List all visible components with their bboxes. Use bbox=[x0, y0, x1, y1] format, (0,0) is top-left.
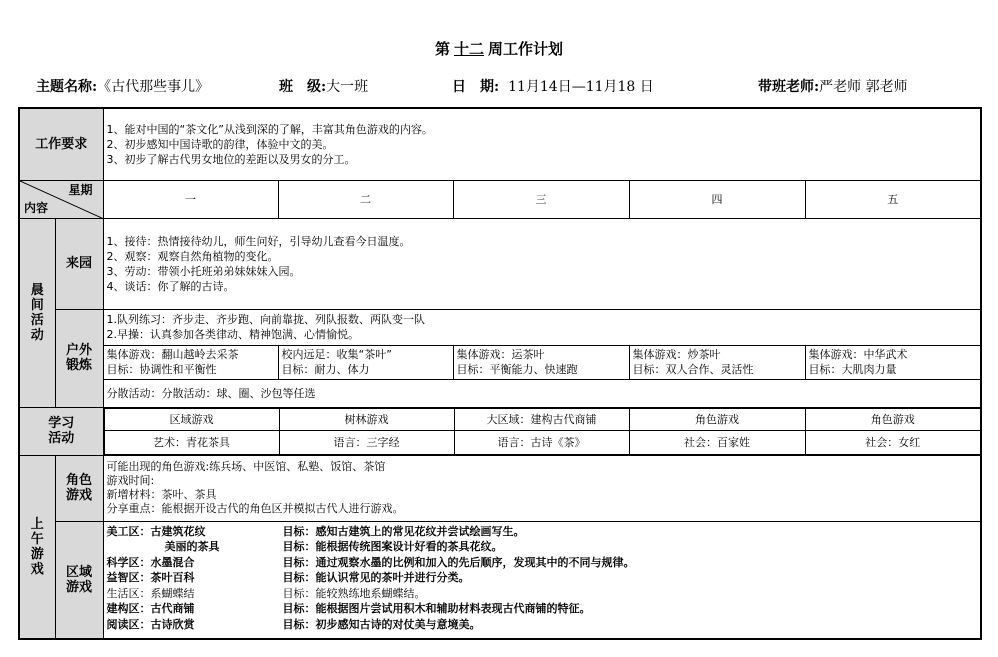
area-name: 科学区：水墨混合 bbox=[106, 555, 195, 569]
outdoor-item: 2.早操：认真参加各类律动、精神饱满、心情愉悦。 bbox=[106, 328, 360, 341]
requirement-item: 1、能对中国的“茶文化”从浅到深的了解，丰富其角色游戏的内容。 bbox=[106, 122, 433, 136]
area-goal: 目标：能较熟练地系蝴蝶结。 bbox=[282, 586, 426, 600]
weekday-label: 星期 bbox=[68, 182, 93, 197]
area-goal: 目标：感知古建筑上的常见花纹并尝试绘画写生。 bbox=[282, 524, 525, 538]
game-cell-friday bbox=[805, 345, 981, 379]
scatter-row bbox=[19, 379, 981, 407]
game-goal: 目标：耐力、体力 bbox=[281, 363, 370, 376]
theme-label: 主题名称: bbox=[36, 79, 98, 95]
area-game-list bbox=[107, 524, 978, 633]
role-game-label: 角色 游戏 bbox=[55, 455, 103, 521]
game-goal: 目标：双人合作、灵活性 bbox=[632, 363, 754, 376]
outdoor-drill-content bbox=[103, 309, 981, 345]
date-label: 日 期: bbox=[452, 79, 500, 95]
study-subject-4: 社会：百家姓 bbox=[629, 430, 805, 454]
requirement-item: 3、初步了解古代男女地位的差距以及男女的分工。 bbox=[106, 152, 356, 166]
area-goal: 目标：能根据传统图案设计好看的茶具花纹。 bbox=[282, 540, 503, 553]
role-game-item: 分享重点：能根据开设古代的角色区并模拟古代人进行游戏。 bbox=[106, 502, 404, 515]
game-name: 校内远足：收集“茶叶” bbox=[281, 348, 392, 361]
area-game-item bbox=[107, 586, 978, 602]
study-area-2: 树林游戏 bbox=[279, 408, 454, 430]
area-game-content bbox=[103, 521, 981, 639]
area-goal: 目标：初步感知古诗的对仗美与意境美。 bbox=[282, 617, 481, 631]
page-title bbox=[0, 38, 998, 59]
study-area-3: 大区域：建构古代商铺 bbox=[454, 408, 629, 430]
study-label: 学习 活动 bbox=[19, 407, 103, 455]
teacher-label: 带班老师: bbox=[758, 79, 820, 95]
role-game-content bbox=[103, 455, 981, 521]
game-goal: 目标：平衡能力、快速跑 bbox=[456, 363, 578, 376]
day-wednesday: 三 bbox=[453, 180, 629, 218]
teacher-value: 严老师 郭老师 bbox=[819, 79, 908, 95]
day-thursday: 四 bbox=[629, 180, 805, 218]
arrival-content bbox=[103, 218, 981, 309]
role-game-item: 新增材料：茶叶、茶具 bbox=[106, 488, 217, 501]
morning-activity-label: 晨 间 活 动 bbox=[19, 218, 55, 407]
day-friday: 五 bbox=[805, 180, 981, 218]
requirement-item: 2、初步感知中国诗歌的韵律，体验中文的美。 bbox=[106, 137, 334, 151]
date-info bbox=[452, 76, 654, 96]
area-game-label: 区域 游戏 bbox=[55, 521, 103, 639]
scatter-content: 分散活动：分散活动：球、圈、沙包等任选 bbox=[103, 379, 981, 407]
class-value: 大一班 bbox=[326, 79, 369, 95]
area-name: 生活区：系蝴蝶结 bbox=[106, 586, 195, 600]
area-game-item bbox=[107, 524, 978, 540]
class-info bbox=[279, 76, 368, 96]
area-game-item bbox=[107, 617, 978, 633]
arrival-row bbox=[19, 218, 981, 309]
game-name: 集体游戏：运茶叶 bbox=[456, 348, 545, 361]
arrival-item: 4、谈话：你了解的古诗。 bbox=[106, 279, 235, 293]
arrival-item: 1、接待：热情接待幼儿，师生问好，引导幼儿查看今日温度。 bbox=[106, 234, 411, 248]
study-area-4: 角色游戏 bbox=[629, 408, 805, 430]
area-game-row bbox=[19, 521, 981, 639]
study-area-1: 区域游戏 bbox=[104, 408, 279, 430]
area-goal: 目标：通过观察水墨的比例和加入的先后顺序，发现其中的不同与规律。 bbox=[282, 555, 635, 569]
day-monday: 一 bbox=[103, 180, 278, 218]
game-cell-wednesday bbox=[453, 345, 629, 379]
theme-info bbox=[36, 76, 209, 96]
week-number: 十二 bbox=[453, 40, 484, 58]
weekday-header-row bbox=[19, 180, 981, 218]
area-game-item bbox=[107, 601, 978, 617]
outdoor-games-row bbox=[19, 345, 981, 379]
area-name: 美工区：古建筑花纹 bbox=[106, 524, 206, 538]
area-name: 建构区：古代商铺 bbox=[106, 602, 195, 615]
study-subject-1: 艺术：青花茶具 bbox=[104, 430, 279, 454]
area-name: 益智区：茶叶百科 bbox=[106, 571, 195, 584]
theme-value: 《古代那些事儿》 bbox=[97, 79, 210, 95]
game-name: 集体游戏：中华武术 bbox=[808, 348, 908, 361]
teacher-info bbox=[758, 76, 908, 96]
area-game-item bbox=[107, 539, 978, 555]
requirements-row bbox=[19, 108, 981, 180]
outdoor-drill-row bbox=[19, 309, 981, 345]
study-area-5: 角色游戏 bbox=[805, 408, 980, 430]
game-name: 集体游戏：炒茶叶 bbox=[632, 348, 721, 361]
study-subject-2: 语言：三字经 bbox=[279, 430, 454, 454]
plan-table bbox=[18, 107, 982, 640]
game-name: 集体游戏：翻山越岭去采茶 bbox=[106, 348, 239, 361]
role-game-item: 可能出现的角色游戏:练兵场、中医馆、私塾、饭馆、茶馆 bbox=[106, 460, 386, 473]
game-goal: 目标：协调性和平衡性 bbox=[106, 363, 217, 376]
area-name: 阅读区：古诗欣赏 bbox=[106, 617, 195, 631]
outdoor-label: 户外 锻炼 bbox=[55, 309, 103, 407]
arrival-item: 2、观察：观察自然角植物的变化。 bbox=[106, 249, 279, 263]
area-goal: 目标：能认识常见的茶叶并进行分类。 bbox=[282, 571, 470, 584]
requirements-label: 工作要求 bbox=[19, 108, 103, 180]
class-label: 班 级: bbox=[279, 79, 327, 95]
game-cell-monday bbox=[103, 345, 278, 379]
study-subject-5: 社会：女红 bbox=[805, 430, 980, 454]
arrival-item: 3、劳动：带领小托班弟弟妹妹妹入园。 bbox=[106, 264, 301, 278]
content-label: 内容 bbox=[24, 200, 49, 215]
study-content bbox=[103, 407, 981, 455]
title-suffix: 周工作计划 bbox=[488, 40, 564, 58]
area-goal: 目标：能根据图片尝试用积木和辅助材料表现古代商铺的特征。 bbox=[282, 602, 591, 615]
role-game-row bbox=[19, 455, 981, 521]
game-cell-thursday bbox=[629, 345, 805, 379]
game-goal: 目标：大肌肉力量 bbox=[808, 363, 897, 376]
requirements-content bbox=[103, 108, 981, 180]
header-diagonal-cell bbox=[19, 180, 103, 218]
date-value: 11月14日—11月18 日 bbox=[508, 79, 654, 95]
study-row bbox=[19, 407, 981, 455]
study-grid bbox=[104, 408, 981, 455]
area-name: 美丽的茶具 bbox=[164, 540, 220, 553]
area-game-item bbox=[107, 555, 978, 571]
area-game-item bbox=[107, 570, 978, 586]
outdoor-item: 1.队列练习：齐步走、齐步跑、向前靠拢、列队报数、两队变一队 bbox=[106, 313, 426, 326]
arrival-label: 来园 bbox=[55, 218, 103, 309]
role-game-item: 游戏时间: bbox=[106, 474, 155, 487]
title-prefix: 第 bbox=[434, 40, 450, 58]
game-cell-tuesday bbox=[278, 345, 453, 379]
study-subject-3: 语言：古诗《茶》 bbox=[454, 430, 629, 454]
forenoon-game-label: 上 午 游 戏 bbox=[19, 455, 55, 639]
day-tuesday: 二 bbox=[278, 180, 453, 218]
